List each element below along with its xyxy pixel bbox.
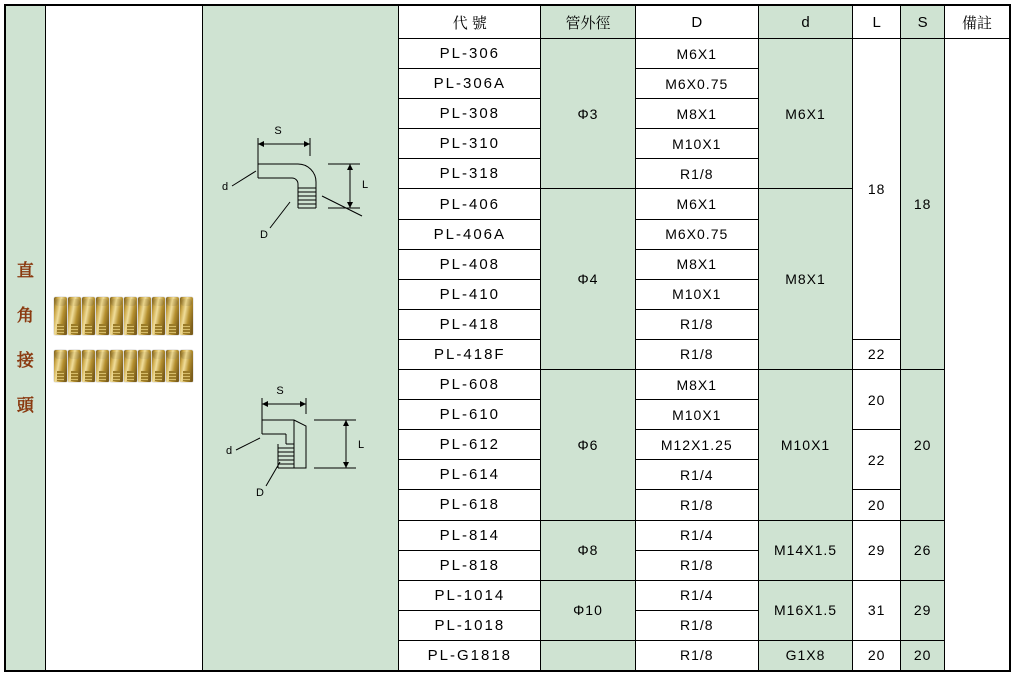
cell-code: PL-814 [399,520,541,550]
fitting-photo-row-1 [54,293,194,335]
cell-D: M6X1 [635,39,758,69]
cell-L: 18 [853,39,901,340]
cell-D: R1/8 [635,610,758,640]
cell-d: M6X1 [758,39,852,189]
svg-text:S: S [274,125,283,137]
cell-code: PL-618 [399,490,541,520]
category-char-2: 角 [16,306,34,325]
svg-text:L: L [358,439,365,451]
cell-code: PL-310 [399,129,541,159]
cell-code: PL-306A [399,69,541,99]
header-L: L [853,6,901,39]
cell-code: PL-410 [399,279,541,309]
cell-D: M8X1 [635,370,758,400]
cell-code: PL-306 [399,39,541,69]
cell-L: 20 [853,490,901,520]
cell-code: PL-418 [399,309,541,339]
cell-D: M6X0.75 [635,69,758,99]
technical-drawing-cell [202,6,399,671]
cell-tube-od: Φ3 [541,39,635,189]
svg-text:d: d [222,181,229,193]
category-char-3: 接 [16,351,34,370]
cell-d: M10X1 [758,370,852,520]
cell-D: M6X1 [635,189,758,219]
cell-note [945,39,1010,671]
table-frame [4,4,1011,672]
cell-code: PL-608 [399,370,541,400]
svg-text:d: d [226,445,233,457]
cell-L: 22 [853,430,901,490]
svg-text:D: D [260,229,269,241]
cell-tube-od: Φ4 [541,189,635,370]
cell-L: 20 [853,640,901,670]
cell-code: PL-610 [399,400,541,430]
header-tube-od: 管外徑 [541,6,635,39]
cell-code: PL-406A [399,219,541,249]
category-cell [6,6,46,671]
elbow-fitting-drawing [203,116,399,246]
brass-elbow-fittings-photo [54,288,194,388]
straight-elbow-fitting-drawing [203,376,399,506]
cell-L: 29 [853,520,901,580]
header-note: 備註 [945,6,1010,39]
svg-text:S: S [276,385,285,397]
cell-D: M6X0.75 [635,219,758,249]
cell-L: 22 [853,339,901,369]
cell-D: R1/4 [635,520,758,550]
fittings-spec-table [5,5,1010,671]
cell-S: 29 [901,580,945,640]
cell-code: PL-614 [399,460,541,490]
cell-tube-od: Φ10 [541,580,635,640]
cell-D: R1/8 [635,159,758,189]
cell-D: M8X1 [635,99,758,129]
cell-d: M8X1 [758,189,852,370]
cell-D: M10X1 [635,400,758,430]
cell-D: M8X1 [635,249,758,279]
cell-D: M12X1.25 [635,430,758,460]
cell-L: 20 [853,370,901,430]
cell-D: M10X1 [635,279,758,309]
svg-text:L: L [362,179,369,191]
cell-code: PL-318 [399,159,541,189]
category-char-1: 直 [16,261,34,280]
svg-text:D: D [256,487,265,499]
cell-d: M16X1.5 [758,580,852,640]
cell-code: PL-G1818 [399,640,541,670]
cell-D: R1/8 [635,339,758,369]
cell-code: PL-818 [399,550,541,580]
cell-code: PL-408 [399,249,541,279]
header-D: D [635,6,758,39]
product-photo-cell [45,6,202,671]
header-d: d [758,6,852,39]
cell-d: G1X8 [758,640,852,670]
cell-code: PL-308 [399,99,541,129]
cell-code: PL-406 [399,189,541,219]
cell-S: 18 [901,39,945,370]
cell-L: 31 [853,580,901,640]
cell-code: PL-1014 [399,580,541,610]
cell-d: M14X1.5 [758,520,852,580]
cell-D: R1/8 [635,550,758,580]
cell-code: PL-418F [399,339,541,369]
cell-tube-od: Φ6 [541,370,635,520]
cell-D: R1/8 [635,309,758,339]
cell-D: R1/8 [635,490,758,520]
cell-tube-od [541,640,635,670]
cell-code: PL-612 [399,430,541,460]
fitting-photo-row-2 [54,340,194,382]
cell-S: 26 [901,520,945,580]
cell-D: M10X1 [635,129,758,159]
cell-S: 20 [901,370,945,520]
cell-D: R1/4 [635,460,758,490]
cell-S: 20 [901,640,945,670]
category-char-4: 頭 [16,396,34,415]
header-code: 代 號 [399,6,541,39]
cell-D: R1/8 [635,640,758,670]
cell-tube-od: Φ8 [541,520,635,580]
cell-code: PL-1018 [399,610,541,640]
header-S: S [901,6,945,39]
cell-D: R1/4 [635,580,758,610]
category-label [6,6,45,670]
